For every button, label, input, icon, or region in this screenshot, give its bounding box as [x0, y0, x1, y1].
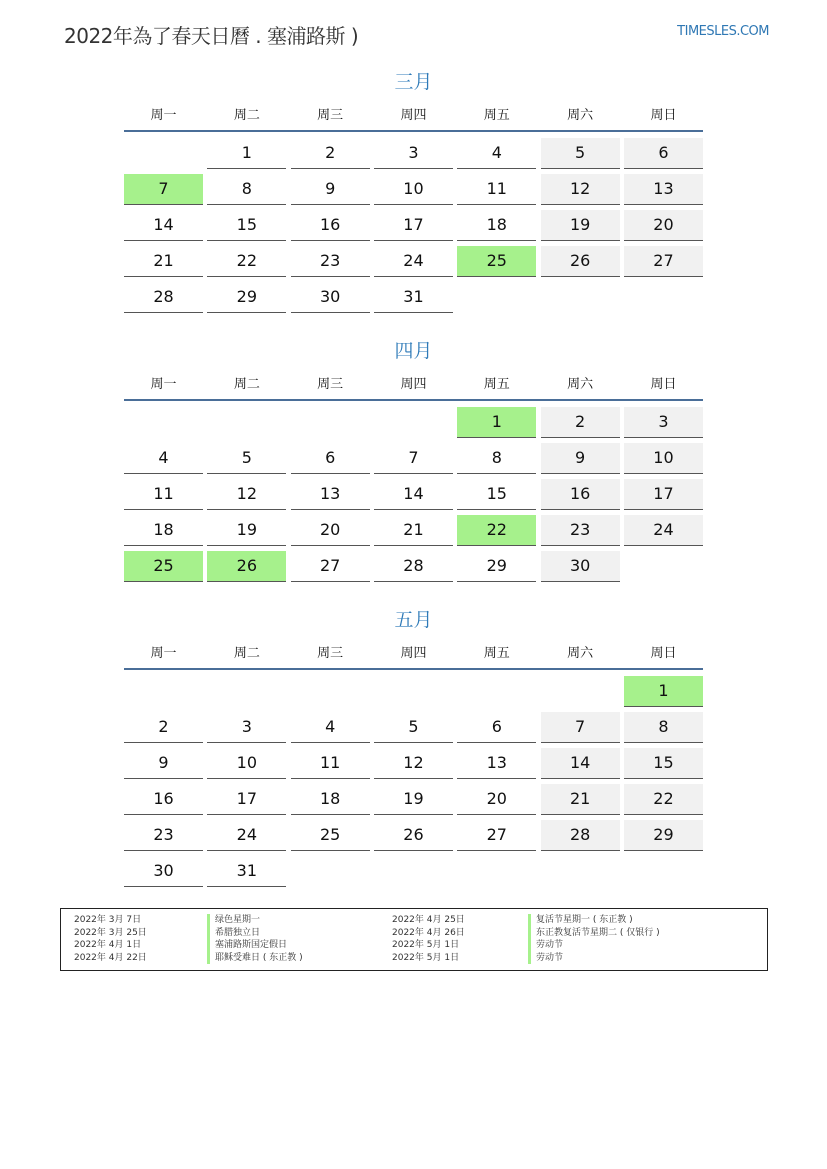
- week-row: [124, 856, 703, 888]
- day-cell[interactable]: 16: [541, 479, 620, 510]
- holiday-day-cell[interactable]: 7: [124, 174, 203, 205]
- empty-cell: [124, 407, 203, 437]
- day-cell[interactable]: 26: [541, 246, 620, 277]
- day-cell[interactable]: 17: [207, 784, 286, 815]
- holiday-day-cell[interactable]: 22: [457, 515, 536, 546]
- weekday-label: 周五: [483, 377, 510, 392]
- month-title: 三月: [394, 71, 433, 93]
- legend-date: 2022年 5月 1日: [392, 940, 460, 950]
- legend-date: 2022年 4月 1日: [74, 940, 142, 950]
- month-title: 五月: [394, 609, 433, 631]
- legend-date: 2022年 5月 1日: [392, 952, 460, 963]
- day-cell[interactable]: 12: [541, 174, 620, 205]
- weekday-label: 周日: [650, 108, 677, 123]
- day-cell[interactable]: 25: [291, 820, 370, 851]
- week-row: [124, 676, 703, 708]
- day-cell[interactable]: 29: [207, 282, 286, 313]
- day-cell[interactable]: 30: [291, 282, 370, 313]
- day-cell[interactable]: 12: [374, 748, 453, 779]
- day-cell[interactable]: 11: [291, 748, 370, 779]
- header-divider: [124, 130, 703, 132]
- weekday-label: 周二: [233, 377, 260, 392]
- legend-date: 2022年 3月 7日: [74, 915, 142, 925]
- day-cell[interactable]: 29: [457, 551, 536, 582]
- weekday-label: 周四: [400, 377, 427, 392]
- day-cell[interactable]: 9: [541, 443, 620, 474]
- day-cell[interactable]: 6: [624, 138, 703, 169]
- day-cell[interactable]: 23: [124, 820, 203, 851]
- day-cell[interactable]: 18: [457, 210, 536, 241]
- day-cell[interactable]: 12: [207, 479, 286, 510]
- day-cell[interactable]: 5: [541, 138, 620, 169]
- weekday-label: 周六: [567, 108, 594, 123]
- day-cell[interactable]: 15: [624, 748, 703, 779]
- day-cell[interactable]: 27: [457, 820, 536, 851]
- day-cell[interactable]: 17: [624, 479, 703, 510]
- day-cell[interactable]: 30: [541, 551, 620, 582]
- day-cell[interactable]: 15: [207, 210, 286, 241]
- empty-cell: [624, 551, 703, 581]
- day-cell[interactable]: 28: [124, 282, 203, 313]
- day-cell[interactable]: 16: [291, 210, 370, 241]
- week-row: [124, 479, 703, 511]
- weekday-label: 周四: [400, 646, 427, 661]
- week-row: [124, 551, 703, 583]
- weekday-label: 周一: [150, 377, 177, 392]
- day-cell[interactable]: 19: [374, 784, 453, 815]
- day-cell[interactable]: 6: [457, 712, 536, 743]
- day-cell[interactable]: 31: [374, 282, 453, 313]
- day-cell[interactable]: 24: [207, 820, 286, 851]
- week-row: [124, 820, 703, 852]
- empty-cell: [457, 282, 536, 312]
- day-cell[interactable]: 23: [541, 515, 620, 546]
- week-row: [124, 784, 703, 816]
- weekday-label: 周日: [650, 646, 677, 661]
- day-cell[interactable]: 11: [457, 174, 536, 205]
- day-cell[interactable]: 31: [207, 856, 286, 887]
- day-cell[interactable]: 10: [374, 174, 453, 205]
- empty-cell: [207, 676, 286, 706]
- day-cell[interactable]: 3: [207, 712, 286, 743]
- month-title: 四月: [394, 340, 433, 362]
- day-cell[interactable]: 2: [541, 407, 620, 438]
- empty-cell: [541, 282, 620, 312]
- day-cell[interactable]: 7: [541, 712, 620, 743]
- week-row: [124, 443, 703, 475]
- day-cell[interactable]: 29: [624, 820, 703, 851]
- month-calendar: [124, 337, 703, 587]
- day-cell[interactable]: 22: [207, 246, 286, 277]
- day-cell[interactable]: 8: [624, 712, 703, 743]
- legend-right-names: [528, 914, 660, 964]
- day-cell[interactable]: 21: [541, 784, 620, 815]
- day-cell[interactable]: 20: [291, 515, 370, 546]
- day-cell[interactable]: 10: [207, 748, 286, 779]
- day-cell[interactable]: 8: [207, 174, 286, 205]
- empty-cell: [124, 138, 203, 168]
- week-row: [124, 138, 703, 170]
- site-logo[interactable]: TIMESLES.COM: [677, 24, 769, 39]
- weekday-header: [124, 104, 703, 126]
- week-row: [124, 174, 703, 206]
- week-row: [124, 748, 703, 780]
- weekday-label: 周六: [567, 646, 594, 661]
- page-title: 2022年為了春天日曆 . 塞浦路斯 ): [64, 24, 359, 48]
- weekday-label: 周六: [567, 377, 594, 392]
- day-cell[interactable]: 4: [291, 712, 370, 743]
- legend-holiday-name: 东正教复活节星期二 ( 仅银行 ): [528, 927, 660, 940]
- weekday-label: 周五: [483, 108, 510, 123]
- holiday-legend: [60, 908, 768, 971]
- holiday-day-cell[interactable]: 1: [624, 676, 703, 707]
- weekday-label: 周一: [150, 646, 177, 661]
- weekday-label: 周四: [400, 108, 427, 123]
- legend-right-dates: [392, 914, 465, 964]
- weekday-label: 周五: [483, 646, 510, 661]
- legend-left-dates: [74, 914, 147, 964]
- week-row: [124, 210, 703, 242]
- empty-cell: [124, 676, 203, 706]
- weekday-label: 周二: [233, 646, 260, 661]
- holiday-day-cell[interactable]: 25: [457, 246, 536, 277]
- day-cell[interactable]: 19: [207, 515, 286, 546]
- day-cell[interactable]: 15: [457, 479, 536, 510]
- empty-cell: [624, 282, 703, 312]
- week-row: [124, 246, 703, 278]
- day-cell[interactable]: 10: [624, 443, 703, 474]
- week-row: [124, 515, 703, 547]
- day-cell[interactable]: 2: [124, 712, 203, 743]
- day-cell[interactable]: 14: [124, 210, 203, 241]
- day-cell[interactable]: 16: [124, 784, 203, 815]
- empty-cell: [291, 407, 370, 437]
- empty-cell: [457, 856, 536, 886]
- legend-date: 2022年 4月 25日: [392, 915, 465, 925]
- empty-cell: [374, 856, 453, 886]
- weekday-label: 周二: [233, 108, 260, 123]
- weekday-header: [124, 373, 703, 395]
- day-cell[interactable]: 28: [374, 551, 453, 582]
- day-cell[interactable]: 8: [457, 443, 536, 474]
- day-cell[interactable]: 1: [207, 138, 286, 169]
- day-cell[interactable]: 19: [541, 210, 620, 241]
- day-cell[interactable]: 27: [291, 551, 370, 582]
- day-cell[interactable]: 9: [124, 748, 203, 779]
- day-cell[interactable]: 9: [291, 174, 370, 205]
- legend-holiday-name: 复活节星期一 ( 东正教 ): [528, 914, 660, 927]
- empty-cell: [374, 407, 453, 437]
- day-cell[interactable]: 6: [291, 443, 370, 474]
- day-cell[interactable]: 7: [374, 443, 453, 474]
- day-cell[interactable]: 2: [291, 138, 370, 169]
- week-row: [124, 407, 703, 439]
- day-cell[interactable]: 18: [291, 784, 370, 815]
- legend-holiday-name: 劳动节: [528, 939, 660, 952]
- month-calendar: [124, 68, 703, 318]
- empty-cell: [207, 407, 286, 437]
- empty-cell: [291, 856, 370, 886]
- day-cell[interactable]: 24: [374, 246, 453, 277]
- day-cell[interactable]: 28: [541, 820, 620, 851]
- day-cell[interactable]: 4: [457, 138, 536, 169]
- day-cell[interactable]: 24: [624, 515, 703, 546]
- legend-date: 2022年 4月 26日: [392, 927, 465, 938]
- day-cell[interactable]: 20: [457, 784, 536, 815]
- legend-left-names: [207, 914, 303, 964]
- day-cell[interactable]: 3: [624, 407, 703, 438]
- day-cell[interactable]: 13: [624, 174, 703, 205]
- day-cell[interactable]: 13: [291, 479, 370, 510]
- weekday-label: 周三: [317, 108, 344, 123]
- day-cell[interactable]: 5: [207, 443, 286, 474]
- day-cell[interactable]: 14: [374, 479, 453, 510]
- day-cell[interactable]: 23: [291, 246, 370, 277]
- weekday-label: 周三: [317, 377, 344, 392]
- week-row: [124, 712, 703, 744]
- empty-cell: [541, 676, 620, 706]
- day-cell[interactable]: 5: [374, 712, 453, 743]
- day-cell[interactable]: 13: [457, 748, 536, 779]
- month-calendar: [124, 606, 703, 892]
- day-cell[interactable]: 17: [374, 210, 453, 241]
- day-cell[interactable]: 30: [124, 856, 203, 887]
- legend-date: 2022年 3月 25日: [74, 927, 147, 938]
- weekday-label: 周一: [150, 108, 177, 123]
- day-cell[interactable]: 26: [374, 820, 453, 851]
- holiday-day-cell[interactable]: 25: [124, 551, 203, 582]
- empty-cell: [291, 676, 370, 706]
- day-cell[interactable]: 18: [124, 515, 203, 546]
- day-cell[interactable]: 3: [374, 138, 453, 169]
- weekday-label: 周日: [650, 377, 677, 392]
- holiday-day-cell[interactable]: 26: [207, 551, 286, 582]
- header-divider: [124, 399, 703, 401]
- header-divider: [124, 668, 703, 670]
- legend-holiday-name: 耶稣受难日 ( 东正教 ): [207, 952, 303, 965]
- day-cell[interactable]: 22: [624, 784, 703, 815]
- legend-date: 2022年 4月 22日: [74, 952, 147, 963]
- weekday-label: 周三: [317, 646, 344, 661]
- day-cell[interactable]: 20: [624, 210, 703, 241]
- day-cell[interactable]: 11: [124, 479, 203, 510]
- empty-cell: [624, 856, 703, 886]
- legend-holiday-name: 劳动节: [528, 952, 660, 965]
- day-cell[interactable]: 14: [541, 748, 620, 779]
- day-cell[interactable]: 4: [124, 443, 203, 474]
- legend-holiday-name: 绿色星期一: [207, 914, 303, 927]
- day-cell[interactable]: 21: [124, 246, 203, 277]
- empty-cell: [457, 676, 536, 706]
- empty-cell: [541, 856, 620, 886]
- day-cell[interactable]: 27: [624, 246, 703, 277]
- legend-holiday-name: 希腊独立日: [207, 927, 303, 940]
- holiday-day-cell[interactable]: 1: [457, 407, 536, 438]
- weekday-header: [124, 642, 703, 664]
- empty-cell: [374, 676, 453, 706]
- legend-holiday-name: 塞浦路斯国定假日: [207, 939, 303, 952]
- day-cell[interactable]: 21: [374, 515, 453, 546]
- week-row: [124, 282, 703, 314]
